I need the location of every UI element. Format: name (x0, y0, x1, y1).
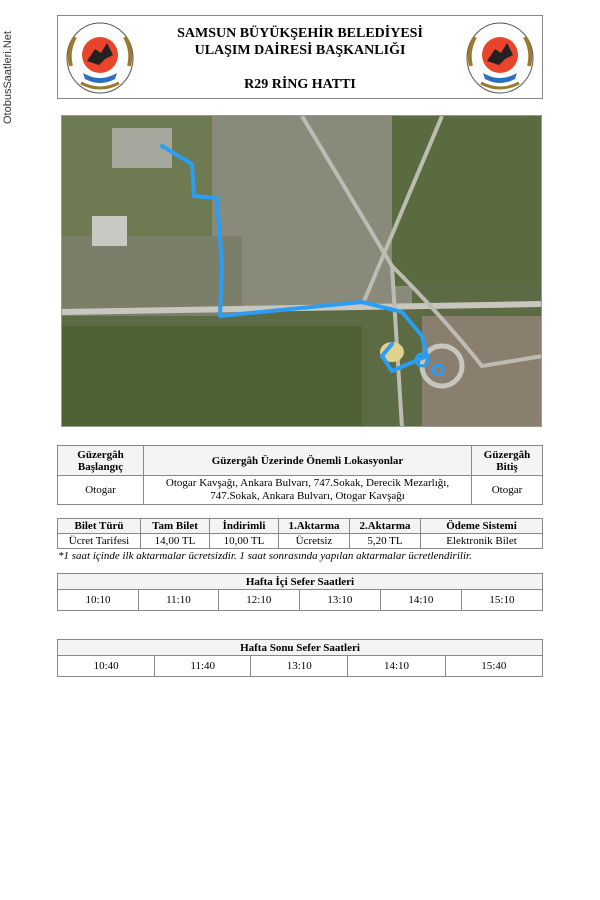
route-locations-line1: Otogar Kavşağı, Ankara Bulvarı, 747.Sokak, Derecik Mezarlığı, (165, 477, 450, 489)
fare-payment: Elektronik Bilet (421, 534, 543, 549)
fare-full: 14,00 TL (141, 534, 210, 549)
transfer-note: *1 saat içinde ilk aktarmalar ücretsizdir. 1 saat sonrasında yapılan aktarmalar ücretlendirilir. (58, 550, 472, 562)
route-locations-value (144, 476, 472, 505)
fare-header-payment: Ödeme Sistemi (421, 519, 543, 534)
fare-transfer1: Ücretsiz (279, 534, 350, 549)
weekday-time: 13:10 (299, 590, 380, 611)
weekend-time: 15:40 (445, 656, 542, 677)
weekday-schedule (57, 573, 543, 611)
weekday-time: 11:10 (139, 590, 219, 611)
route-table (57, 445, 543, 505)
weekend-time: 10:40 (58, 656, 155, 677)
fare-header-transfer1: 1.Aktarma (279, 519, 350, 534)
fare-transfer2: 5,20 TL (350, 534, 421, 549)
header-route-name: R29 RİNG HATTI (244, 77, 356, 92)
header-department-name: ULAŞIM DAİRESİ BAŞKANLIĞI (194, 43, 406, 58)
route-start-header: Güzergâh Başlangıç (58, 446, 144, 476)
fare-ticket-type: Ücret Tarifesi (58, 534, 141, 549)
weekday-time: 15:10 (461, 590, 542, 611)
fare-header-transfer2: 2.Aktarma (350, 519, 421, 534)
weekend-schedule (57, 639, 543, 677)
route-locations-line2: 747.Sokak, Ankara Bulvarı, Otogar Kavşağı (210, 490, 405, 502)
header-municipality-name: SAMSUN BÜYÜKŞEHİR BELEDİYESİ (177, 26, 423, 41)
document-header (57, 15, 543, 99)
site-watermark: OtobusSaatleri.Net (2, 31, 14, 124)
route-map-image (62, 116, 542, 427)
weekday-time: 12:10 (218, 590, 299, 611)
route-end-header: Güzergâh Bitiş (472, 446, 543, 476)
weekend-title: Hafta Sonu Sefer Saatleri (58, 640, 543, 656)
weekday-time: 14:10 (380, 590, 461, 611)
weekend-time: 13:10 (251, 656, 348, 677)
route-start-value: Otogar (58, 476, 144, 505)
fare-discount: 10,00 TL (210, 534, 279, 549)
route-map (61, 115, 542, 427)
fare-header-ticket-type: Bilet Türü (58, 519, 141, 534)
weekend-time: 11:40 (155, 656, 251, 677)
weekend-time: 14:10 (348, 656, 445, 677)
fare-table (57, 518, 543, 549)
fare-header-full: Tam Bilet (141, 519, 210, 534)
weekday-title: Hafta İçi Sefer Saatleri (58, 574, 543, 590)
route-locations-header: Güzergâh Üzerinde Önemli Lokasyonlar (144, 446, 472, 476)
municipality-logo-right (465, 21, 535, 95)
route-end-value: Otogar (472, 476, 543, 505)
weekday-time: 10:10 (58, 590, 139, 611)
municipality-logo-left (65, 21, 135, 95)
fare-header-discount: İndirimli (210, 519, 279, 534)
